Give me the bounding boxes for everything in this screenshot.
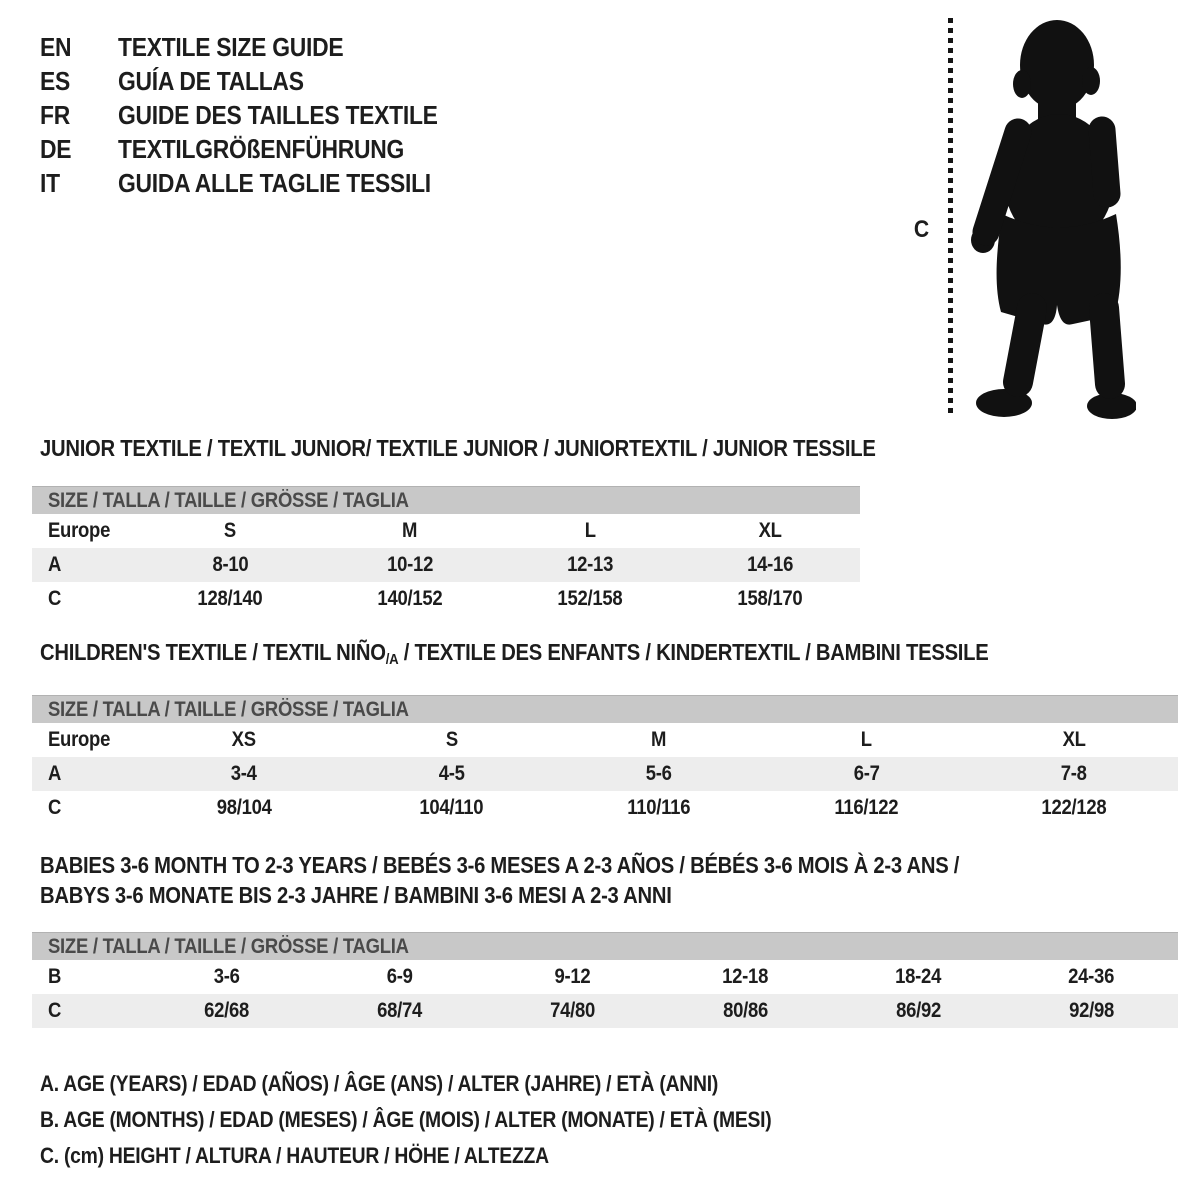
row-label: C [48,796,62,819]
months-cell: 9-12 [554,965,591,988]
height-cell: 128/140 [197,587,263,610]
height-cell: 80/86 [723,999,768,1022]
junior-section-title [40,435,990,462]
size-cell: M [402,519,418,542]
age-cell: 14-16 [747,553,793,576]
legend-row-b: B. AGE (MONTHS) / EDAD (MESES) / ÂGE (MOIS) / ALTER (MONATE) / ETÀ (MESI) [40,1107,772,1132]
guide-title-fr: GUIDE DES TAILLES TEXTILE [118,100,438,130]
height-cell: 140/152 [377,587,443,610]
guide-title-en: TEXTILE SIZE GUIDE [118,32,344,62]
height-cell: 86/92 [896,999,941,1022]
height-cell: 158/170 [737,587,803,610]
size-cell: L [861,728,873,751]
size-cell: S [223,519,237,542]
lang-row-it [40,166,481,200]
children-size-table-header [32,695,1178,723]
table-row [32,791,1178,825]
height-measure-label: C [913,216,929,243]
babies-size-header-text: SIZE / TALLA / TAILLE / GRÖSSE / TAGLIA [48,935,409,958]
junior-section-title-text: JUNIOR TEXTILE / TEXTIL JUNIOR/ TEXTILE JUNIOR / JUNIORTEXTIL / JUNIOR TESSILE [40,435,876,461]
table-row [32,582,860,616]
children-size-table [32,695,1178,825]
table-row [32,994,1178,1028]
age-cell: 3-4 [230,762,257,785]
babies-size-table [32,932,1178,1028]
height-measure-dashed-line [948,18,953,416]
size-cell: XS [231,728,256,751]
age-cell: 6-7 [853,762,880,785]
height-cell: 92/98 [1069,999,1114,1022]
months-cell: 12-18 [722,965,769,988]
age-cell: 10-12 [387,553,433,576]
age-cell: 5-6 [646,762,672,785]
toddler-silhouette-image [966,18,1136,420]
junior-size-table [32,486,860,616]
children-section-title-text: CHILDREN'S TEXTILE / TEXTIL NIÑO/A / TEXTILE DES ENFANTS / KINDERTEXTIL / BAMBINI TESSILE [40,639,989,668]
babies-title-line2: BABYS 3-6 MONATE BIS 2-3 JAHRE / BAMBINI 3-6 MESI A 2-3 ANNI [40,882,672,908]
size-cell: M [651,728,667,751]
height-cell: 98/104 [216,796,272,819]
row-label: C [48,999,62,1022]
age-cell: 12-13 [567,553,613,576]
months-cell: 18-24 [895,965,942,988]
lang-code-en: EN [40,32,72,62]
lang-row-fr [40,98,481,132]
height-cell: 110/116 [627,796,691,819]
height-cell: 122/128 [1041,796,1107,819]
row-label: B [48,965,62,988]
row-label: Europe [48,728,111,751]
age-cell: 4-5 [438,762,465,785]
size-cell: XL [1062,728,1086,751]
height-cell: 104/110 [419,796,484,819]
months-cell: 6-9 [386,965,413,988]
babies-section-title [40,850,1085,910]
size-cell: S [445,728,458,751]
row-label: Europe [48,519,111,542]
age-cell: 7-8 [1061,762,1088,785]
guide-title-it: GUIDA ALLE TAGLIE TESSILI [118,168,431,198]
row-label: A [48,762,62,785]
months-cell: 24-36 [1068,965,1115,988]
size-cell: XL [758,519,782,542]
lang-row-de [40,132,481,166]
size-cell: L [584,519,596,542]
guide-title-de: TEXTILGRÖßENFÜHRUNG [118,134,405,164]
children-size-header-text: SIZE / TALLA / TAILLE / GRÖSSE / TAGLIA [48,698,409,721]
lang-row-es [40,64,481,98]
months-cell: 3-6 [213,965,240,988]
age-cell: 8-10 [212,553,248,576]
table-row [32,757,1178,791]
junior-size-header-text: SIZE / TALLA / TAILLE / GRÖSSE / TAGLIA [48,489,409,512]
guide-title-es: GUÍA DE TALLAS [118,66,304,96]
babies-size-table-header [32,932,1178,960]
children-section-title [40,639,1118,668]
row-label: C [48,587,62,610]
babies-title-line1: BABIES 3-6 MONTH TO 2-3 YEARS / BEBÉS 3-6 MESES A 2-3 AÑOS / BÉBÉS 3-6 MOIS À 2-3 ANS / [40,852,960,878]
legend-row-c: C. (cm) HEIGHT / ALTURA / HAUTEUR / HÖHE / ALTEZZA [40,1143,549,1168]
lang-code-de: DE [40,134,72,164]
nino-a-subscript: /A [385,651,399,668]
height-cell: 152/158 [557,587,623,610]
lang-code-fr: FR [40,100,70,130]
height-cell: 68/74 [377,999,422,1022]
table-row [32,960,1178,994]
legend-row-a: A. AGE (YEARS) / EDAD (AÑOS) / ÂGE (ANS) / ALTER (JAHRE) / ETÀ (ANNI) [40,1071,719,1096]
row-label: A [48,553,62,576]
height-cell: 74/80 [550,999,595,1022]
table-row [32,723,1178,757]
height-cell: 62/68 [204,999,249,1022]
lang-code-it: IT [40,168,60,198]
lang-code-es: ES [40,66,71,96]
height-cell: 116/122 [834,796,899,819]
junior-size-table-header [32,486,860,514]
measure-legend [40,1066,871,1174]
table-row [32,514,860,548]
table-row [32,548,860,582]
language-title-list [40,30,481,200]
lang-row-en [40,30,481,64]
